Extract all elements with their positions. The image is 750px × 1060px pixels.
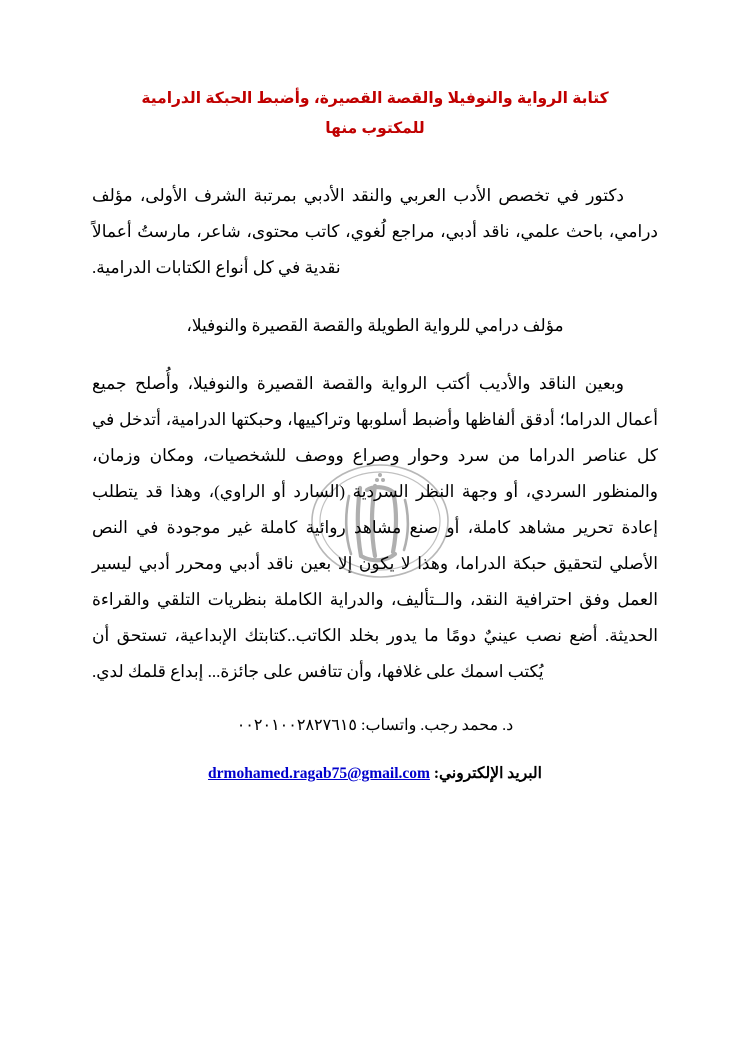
email-link[interactable]: drmohamed.ragab75@gmail.com <box>208 765 430 782</box>
paragraph-main: وبعين الناقد والأديب أكتب الرواية والقصة القصيرة والنوفيلا، وأُصلح جميع أعمال الدراما؛ أدقق ألفاظها وأضبط أسلوبها وتراكييها، وحبكتها الدرامية، أتدخل في كل عناصر الدراما من سرد وحوار وصراع ووصف للشخصيات، ومكان وزمان، والمنظور السردي، أو وجهة النظر السردية (السارد أو الراوي)، وهذا قد يتطلب إعادة تحرير مشاهد كاملة، أو صنع مشاهد روائية كاملة غير موجودة في النص الأصلي لتحقيق حبكة الدراما، وهذا لا يكون إلا بعين ناقد أدبي ومحرر أدبي ليسير العمل وفق احترافية النقد، والــتأليف، والدراية الكاملة بنظريات التلقي والقراءة الحديثة. أضع نصب عينيٌ دومًا ما يدور بخلد الكاتب..كتابتك الإبداعية، تستحق أن يُكتب اسمك على غلافها، وأن تتافس على جائزة... إبداع قلمك لدي. <box>92 374 658 681</box>
paragraph-credentials: دكتور في تخصص الأدب العربي والنقد الأدبي بمرتبة الشرف الأولى، مؤلف درامي، باحث علمي، ناقد أدبي، مراجع لُغوي، كاتب محتوى، شاعر، مارستُ أعمالاً نقدية في كل أنواع الكتابات الدرامية. <box>92 186 658 277</box>
page-title <box>0 84 750 144</box>
contact-phone-line: د. محمد رجب. واتساب: ٠٠٢٠١٠٠٢٨٢٧٦١٥ <box>236 717 514 734</box>
title-line-2: للمكتوب منها <box>325 120 425 137</box>
email-label: البريد الإلكتروني: <box>433 765 542 782</box>
title-line-1: كتابة الرواية والنوفيلا والقصة القصيرة، وأضبط الحبكة الدرامية <box>141 90 609 107</box>
contact-email-line <box>0 758 750 790</box>
paragraph-subtitle: مؤلف درامي للرواية الطويلة والقصة القصيرة والنوفيلا، <box>186 316 564 335</box>
